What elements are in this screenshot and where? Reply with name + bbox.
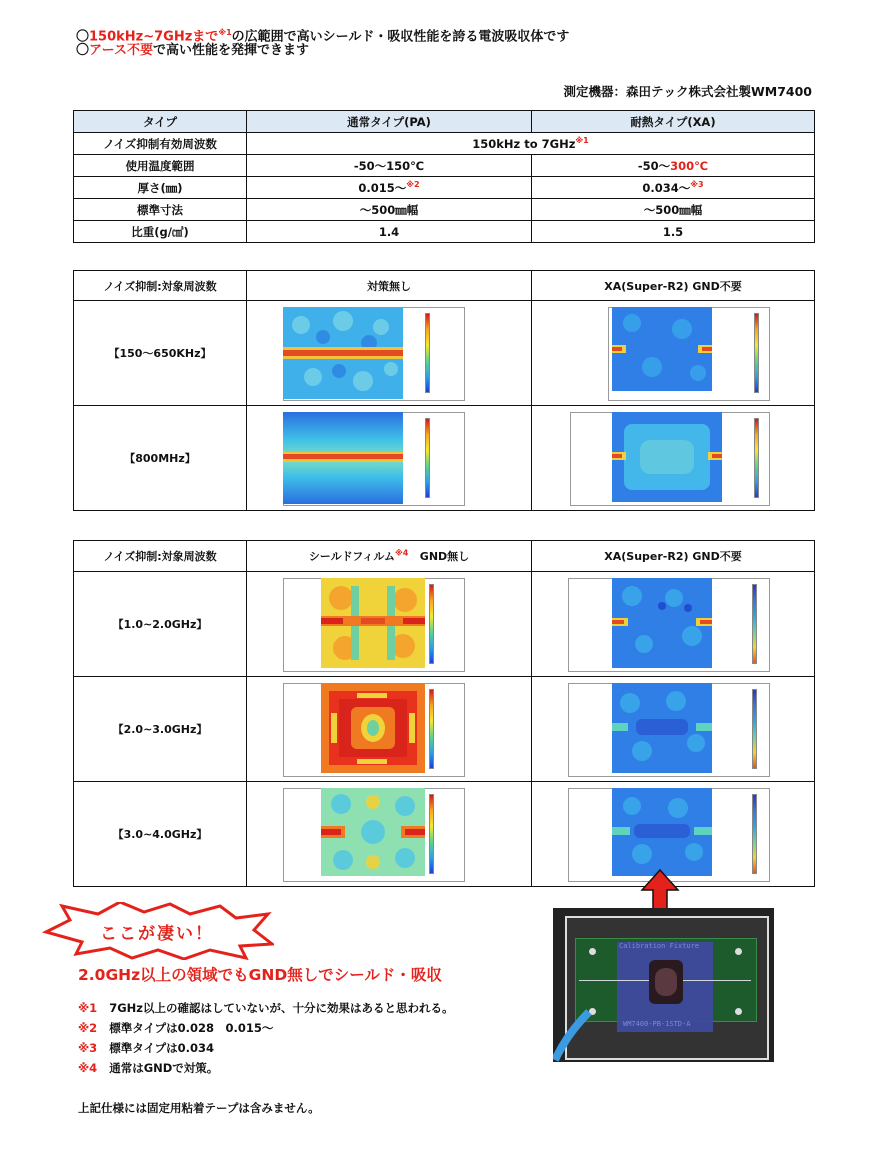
heatmap-cell	[532, 572, 815, 677]
heatmap-cell	[532, 406, 815, 511]
cable-shape	[553, 998, 613, 1062]
row-label: ノイズ抑制有効周波数	[74, 133, 247, 155]
table-row	[74, 406, 815, 511]
heatmap-cell	[247, 301, 532, 406]
xa-value: 1.5	[532, 221, 815, 243]
intro-line-2: 〇アース不要で高い性能を発揮できます	[76, 43, 309, 58]
burst-text: ここが凄い！	[100, 923, 214, 944]
heatmap-cell	[247, 677, 532, 782]
row-label: 【3.0~4.0GHz】	[74, 782, 247, 887]
pa-value: ～500㎜幅	[247, 199, 532, 221]
map-header-col2: XA(Super-R2) GND不要	[532, 541, 815, 572]
instrument-label: 測定機器：森田テック株式会社製WM7400	[563, 84, 812, 99]
board-label-bottom: WM7400-PB-1STD-A	[623, 1020, 691, 1028]
footer-note: 上記仕様には固定用粘着テープは含みません。	[78, 1101, 320, 1115]
table-row	[74, 782, 815, 887]
pa-value: -50～150℃	[247, 155, 532, 177]
heatmap-image	[321, 578, 425, 668]
xa-value: ～500㎜幅	[532, 199, 815, 221]
heatmap-image	[612, 307, 712, 391]
notes-list	[78, 998, 453, 1078]
map-header-label: ノイズ抑制:対象周波数	[74, 541, 247, 572]
row-label: 厚さ(㎜)	[74, 177, 247, 199]
table-row	[74, 221, 815, 243]
intro-line-1: 〇150kHz~7GHzまで$^{※1}$の広範囲で高いシールド・吸収性能を誇る電波吸収体です	[76, 28, 570, 45]
heatmap-image	[612, 683, 712, 773]
heatmap-cell	[247, 782, 532, 887]
table-row	[74, 177, 815, 199]
spec-header-pa: 通常タイプ(PA)	[247, 111, 532, 133]
board-label-top: Calibration Fixture	[619, 942, 700, 950]
map-header-col2: XA(Super-R2) GND不要	[532, 271, 815, 301]
xa-value: -50～300℃	[532, 155, 815, 177]
heatmap-image	[321, 788, 425, 876]
heatmap-image	[283, 307, 403, 399]
noise-map-table-1	[73, 270, 815, 511]
heatmap-image	[321, 683, 425, 773]
row-label: 【2.0~3.0GHz】	[74, 677, 247, 782]
table-row	[74, 301, 815, 406]
heatmap-image	[283, 412, 403, 504]
heatmap-image	[612, 412, 722, 502]
row-label: 【1.0~2.0GHz】	[74, 572, 247, 677]
spec-header-type: タイプ	[74, 111, 247, 133]
table-row	[74, 677, 815, 782]
pa-value: 0.015～$^{※2}$	[247, 177, 532, 199]
callout-headline: 2.0GHz以上の領域でもGND無しでシールド・吸収	[78, 966, 442, 984]
row-label: 使用温度範囲	[74, 155, 247, 177]
row-label: 【150～650KHz】	[74, 301, 247, 406]
heatmap-cell	[532, 301, 815, 406]
note-item: ※1 7GHz以上の確認はしていないが、十分に効果はあると思われる。	[78, 1001, 454, 1015]
map-header-col1: 対策無し	[247, 271, 532, 301]
spec-table	[73, 110, 815, 243]
heatmap-image	[612, 788, 712, 876]
table-row	[74, 572, 815, 677]
note-item: ※4 通常はGNDで対策。	[78, 1061, 219, 1075]
pa-value: 1.4	[247, 221, 532, 243]
heatmap-cell	[247, 572, 532, 677]
heatmap-image	[612, 578, 712, 668]
table-row	[74, 199, 815, 221]
note-item: ※3 標準タイプは0.034	[78, 1041, 215, 1055]
heatmap-cell	[532, 677, 815, 782]
row-label: 標準寸法	[74, 199, 247, 221]
spec-header-xa: 耐熱タイプ(XA)	[532, 111, 815, 133]
merged-cell: 150kHz to 7GHz$^{※1}$	[247, 133, 815, 155]
heatmap-cell	[247, 406, 532, 511]
note-item: ※2 標準タイプは0.028 0.015～	[78, 1021, 274, 1035]
table-row	[74, 155, 815, 177]
fixture-photo	[553, 908, 774, 1062]
row-label: 【800MHz】	[74, 406, 247, 511]
map-header-col1: シールドフィルム$^{※4}$ GND無し	[247, 541, 532, 572]
row-label: 比重(g/㎤)	[74, 221, 247, 243]
noise-map-table-2	[73, 540, 815, 887]
table-row	[74, 133, 815, 155]
xa-value: 0.034～$^{※3}$	[532, 177, 815, 199]
map-header-label: ノイズ抑制:対象周波数	[74, 271, 247, 301]
